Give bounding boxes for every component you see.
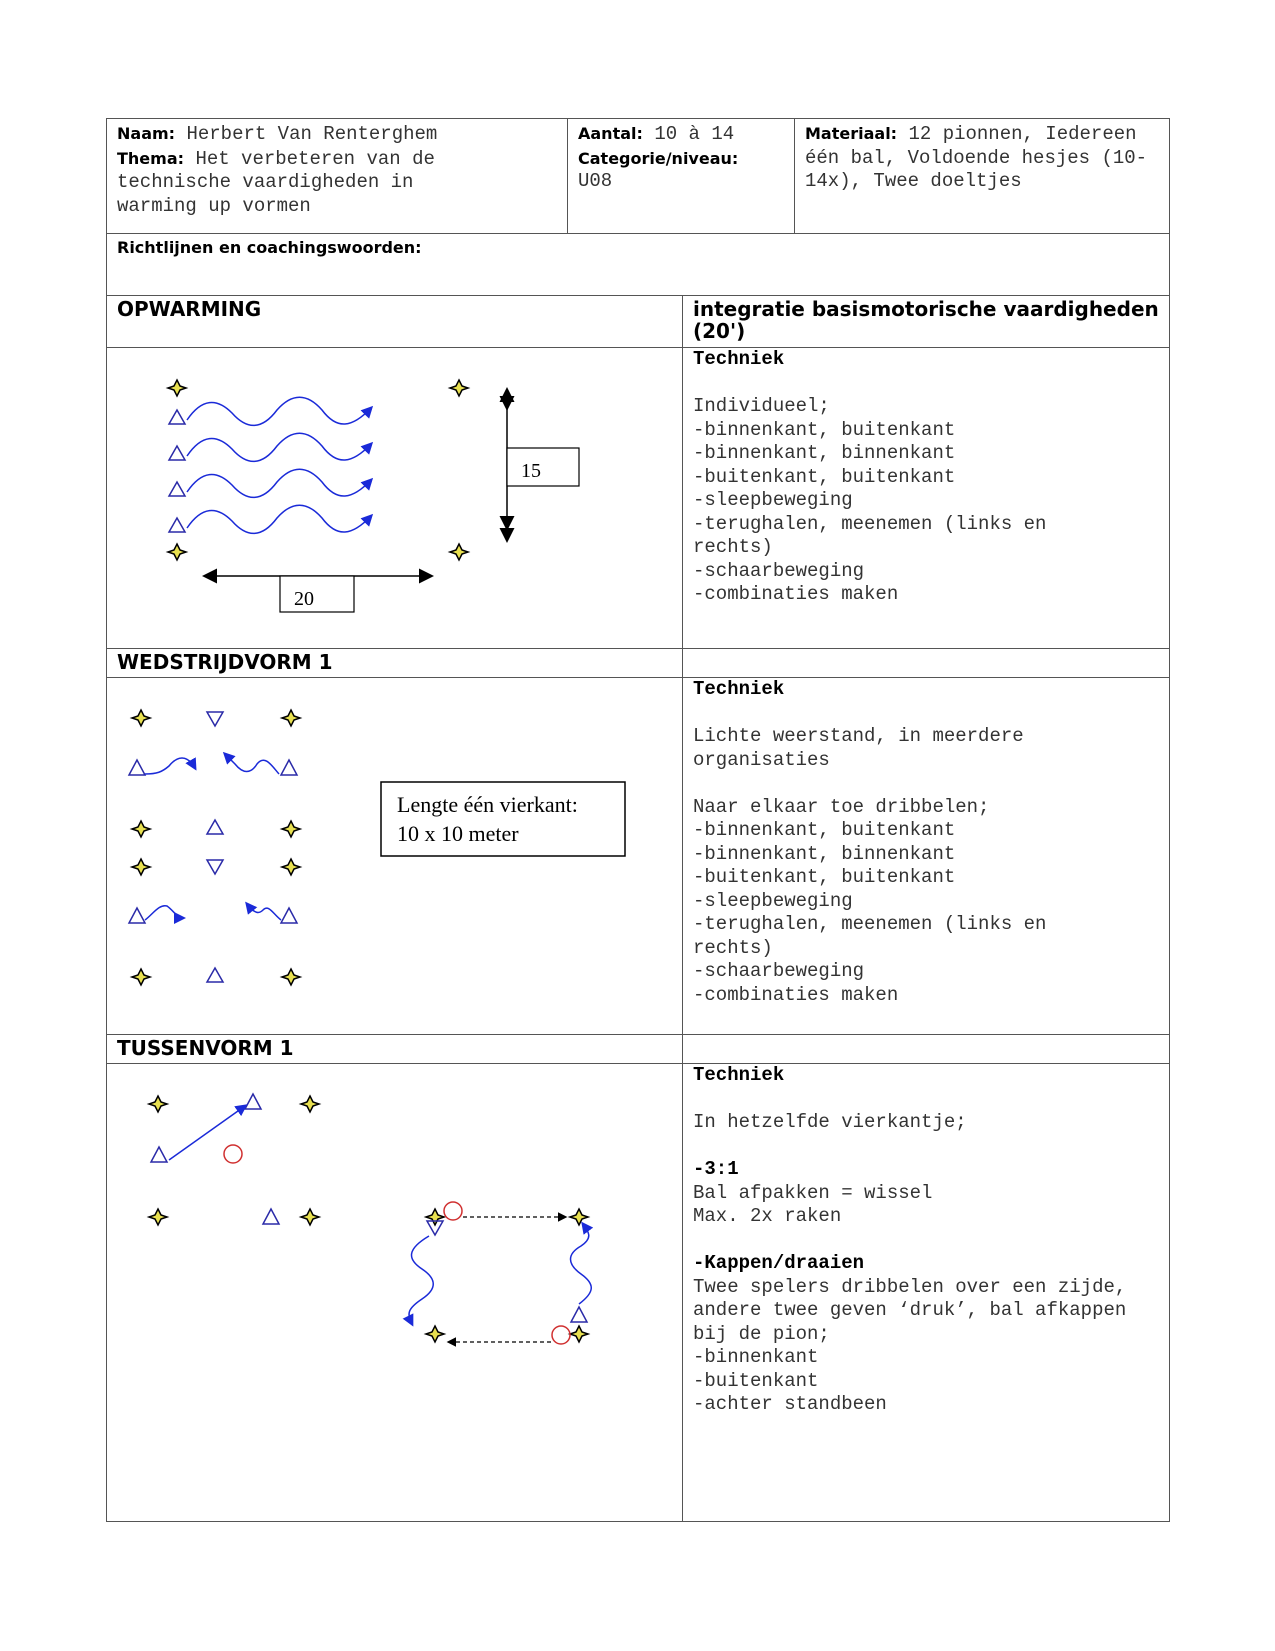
wedstrijdvorm-line: Lichte weerstand, in meerdere	[693, 725, 1024, 747]
opwarming-line: -terughalen, meenemen (links en	[693, 512, 1047, 535]
ball-icon	[224, 1145, 242, 1163]
opwarming-line: -sleepbeweging	[693, 489, 853, 511]
wedstrijdvorm-right-title-cell	[683, 649, 1170, 678]
richtlijnen-label: Richtlijnen en coachingswoorden:	[117, 238, 422, 257]
tussenvorm-title: TUSSENVORM 1	[117, 1036, 294, 1060]
thema-line-1: Het verbeteren van de	[195, 147, 435, 170]
wedstrijdvorm-line: rechts)	[693, 936, 773, 959]
tussenvorm-sub2-line: -buitenkant	[693, 1369, 819, 1392]
ball-icon	[444, 1202, 462, 1220]
wedstrijdvorm-line	[693, 702, 1159, 726]
opwarming-right-title-2: (20')	[693, 319, 746, 343]
wedstrijdvorm-line: -schaarbeweging	[693, 960, 865, 982]
dribble-arrow	[409, 1236, 433, 1324]
cone-icon	[570, 1326, 588, 1342]
materiaal-label: Materiaal:	[805, 124, 898, 143]
opwarming-heading: Techniek	[693, 348, 785, 370]
cone-icon	[282, 859, 300, 875]
tussenvorm-diagram	[107, 1064, 662, 1520]
tussenvorm-title-cell	[107, 1035, 683, 1064]
player-icon	[169, 482, 185, 496]
thema-label: Thema:	[117, 148, 185, 168]
player-icon	[207, 712, 223, 726]
tussenvorm-line: In hetzelfde vierkantje;	[693, 1111, 967, 1133]
tussenvorm-sub2-line: bij de pion;	[693, 1322, 830, 1345]
opwarming-title-cell	[107, 296, 683, 348]
tussenvorm-sub2-line: Twee spelers dribbelen over een zijde,	[693, 1275, 1127, 1298]
tussenvorm-sub2-line: andere twee geven ‘druk’, bal afkappen	[693, 1299, 1127, 1321]
training-sheet	[106, 118, 1170, 1522]
wedstrijdvorm-line: -combinaties maken	[693, 983, 899, 1006]
cone-icon	[149, 1209, 167, 1225]
wedstrijdvorm-line: organisaties	[693, 748, 830, 771]
player-icon	[129, 760, 145, 775]
cone-icon	[132, 969, 150, 985]
player-icon	[169, 446, 185, 460]
tussenvorm-sub1-line: Bal afpakken = wissel	[693, 1181, 933, 1204]
tussenvorm-heading: Techniek	[693, 1064, 785, 1086]
tussenvorm-line	[693, 1088, 1159, 1112]
wedstrijdvorm-line: -binnenkant, binnenkant	[693, 842, 956, 865]
cone-icon	[426, 1326, 444, 1342]
player-icon	[281, 760, 297, 775]
aantal-value: 10 à 14	[654, 123, 735, 145]
tussenvorm-diagram-cell	[107, 1064, 683, 1522]
cone-icon	[450, 544, 468, 560]
materiaal-line-1: 12 pionnen, Iedereen	[908, 123, 1137, 145]
opwarming-right-title-cell	[683, 296, 1170, 348]
thema-line-3: warming up vormen	[117, 194, 311, 217]
opwarming-line: -combinaties maken	[693, 583, 899, 605]
tussenvorm-sub1-line: Max. 2x raken	[693, 1205, 842, 1227]
width-label-box	[280, 576, 354, 612]
dribble-arrow	[145, 758, 195, 774]
tussenvorm-right-title-cell	[683, 1035, 1170, 1064]
wedstrijdvorm-line	[693, 772, 1159, 796]
header-table	[106, 118, 1170, 296]
height-label: 15	[521, 460, 541, 482]
wedstrijdvorm-title: WEDSTRIJDVORM 1	[117, 650, 333, 674]
dimension-line-2: 10 x 10 meter	[397, 821, 519, 846]
categorie-value: U08	[578, 169, 613, 192]
cone-icon	[301, 1096, 319, 1112]
wedstrijdvorm-line: -buitenkant, buitenkant	[693, 866, 956, 888]
cone-icon	[168, 380, 186, 396]
cone-icon	[282, 710, 300, 726]
player-icon	[571, 1307, 587, 1322]
tussenvorm-line	[693, 1135, 1159, 1159]
dribble-arrow	[187, 505, 371, 533]
opwarming-right-title-1: integratie basismotorische vaardigheden	[693, 297, 1159, 321]
naam-thema-cell	[107, 119, 568, 234]
opwarming-line: rechts)	[693, 536, 773, 558]
opwarming-line: -binnenkant, buitenkant	[693, 418, 956, 441]
cone-icon	[168, 544, 186, 560]
materiaal-cell	[795, 119, 1170, 234]
aantal-label: Aantal:	[578, 124, 643, 143]
dribble-arrow	[187, 397, 371, 425]
cone-icon	[282, 821, 300, 837]
wedstrijdvorm-line: Naar elkaar toe dribbelen;	[693, 795, 990, 818]
player-icon	[151, 1147, 167, 1162]
wedstrijdvorm-line: -terughalen, meenemen (links en	[693, 913, 1047, 935]
player-icon	[281, 908, 297, 923]
wedstrijdvorm-text-cell	[683, 678, 1170, 1035]
categorie-label: Categorie/niveau:	[578, 148, 739, 168]
dribble-arrow	[187, 433, 371, 461]
wedstrijdvorm-line: -binnenkant, buitenkant	[693, 819, 956, 841]
tussenvorm-text-cell	[683, 1064, 1170, 1522]
opwarming-text-cell	[683, 348, 1170, 649]
tussenvorm-sub2-line: -binnenkant	[693, 1346, 819, 1368]
dribble-arrow	[571, 1224, 592, 1304]
opwarming-line: -buitenkant, buitenkant	[693, 465, 956, 488]
cone-icon	[132, 859, 150, 875]
wedstrijdvorm-heading: Techniek	[693, 678, 785, 700]
opwarming-line: -binnenkant, binnenkant	[693, 442, 956, 464]
naam-value: Herbert Van Renterghem	[186, 123, 438, 145]
opwarming-line: -schaarbeweging	[693, 559, 865, 582]
opwarming-diagram	[107, 348, 662, 648]
opwarming-title: OPWARMING	[117, 297, 262, 321]
tussenvorm-sub1-line	[693, 1229, 1159, 1253]
cone-icon	[132, 821, 150, 837]
player-icon	[207, 968, 223, 982]
cone-icon	[282, 969, 300, 985]
height-label-box	[507, 448, 579, 486]
dribble-arrow	[145, 906, 183, 920]
player-icon	[207, 820, 223, 834]
richtlijnen-cell	[107, 234, 1170, 296]
cone-icon	[149, 1096, 167, 1112]
aantal-cell	[568, 119, 795, 234]
materiaal-line-3: 14x), Twee doeltjes	[805, 170, 1022, 192]
opwarming-diagram-cell	[107, 348, 683, 649]
wedstrijdvorm-diagram	[107, 678, 662, 1034]
ball-icon	[552, 1326, 570, 1344]
cone-icon	[450, 380, 468, 396]
wedstrijdvorm-diagram-cell	[107, 678, 683, 1035]
opwarming-line: Individueel;	[693, 395, 830, 417]
player-icon	[169, 518, 185, 532]
player-icon	[169, 410, 185, 424]
thema-line-2: technische vaardigheden in	[117, 171, 414, 193]
width-label: 20	[294, 588, 314, 610]
tussenvorm-sub2-line: -achter standbeen	[693, 1393, 887, 1415]
cone-icon	[301, 1209, 319, 1225]
pass-arrow	[169, 1106, 245, 1160]
player-icon	[129, 908, 145, 923]
dribble-arrow	[187, 469, 371, 497]
tussenvorm-sub1: -3:1	[693, 1158, 739, 1180]
cone-icon	[570, 1209, 588, 1225]
tussenvorm-sub2: -Kappen/draaien	[693, 1252, 865, 1274]
dimension-line-1: Lengte één vierkant:	[397, 792, 578, 817]
dribble-arrow	[225, 754, 279, 774]
naam-label: Naam:	[117, 124, 176, 143]
wedstrijdvorm-title-cell	[107, 649, 683, 678]
player-icon	[245, 1094, 261, 1109]
main-table	[106, 295, 1170, 1522]
player-icon	[207, 860, 223, 874]
player-icon	[263, 1209, 279, 1224]
cone-icon	[132, 710, 150, 726]
materiaal-line-2: één bal, Voldoende hesjes (10-	[805, 146, 1148, 169]
wedstrijdvorm-line: -sleepbeweging	[693, 889, 853, 912]
dribble-arrow	[247, 904, 281, 920]
opwarming-line	[693, 372, 1159, 396]
